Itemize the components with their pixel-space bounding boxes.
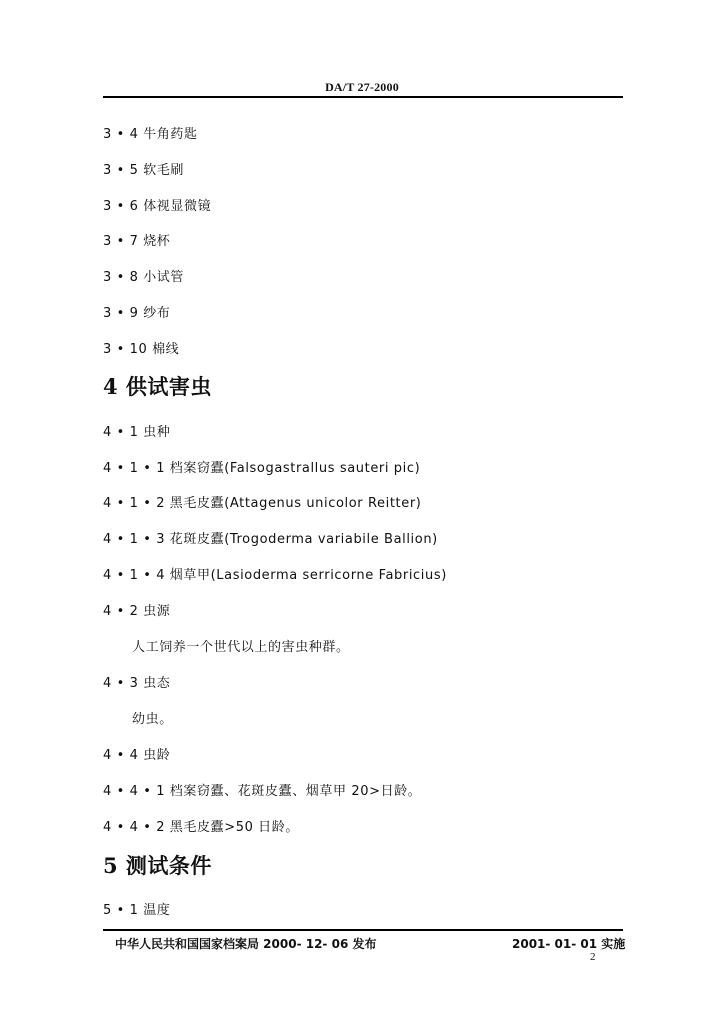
paragraph: 人工饲养一个世代以上的害虫种群。	[132, 640, 350, 655]
list-item: 3 • 6 体视显微镜	[103, 199, 212, 214]
footer-effective-date: 2001- 01- 01 实施	[512, 937, 626, 951]
list-item: 3 • 9 纱布	[103, 306, 171, 321]
header-rule	[103, 96, 623, 98]
list-item: 4 • 4 • 1 档案窃蠹、花斑皮蠹、烟草甲 20>日龄。	[103, 784, 422, 799]
list-item: 3 • 5 软毛刷	[103, 163, 185, 178]
page-header-code: DA/T 27-2000	[325, 80, 399, 94]
list-item: 3 • 8 小试管	[103, 270, 185, 285]
footer-publisher: 中华人民共和国国家档案局 2000- 12- 06 发布	[115, 937, 377, 951]
list-item: 4 • 4 • 2 黑毛皮蠹>50 日龄。	[103, 820, 299, 835]
list-item: 4 • 1 • 3 花斑皮蠹(Trogoderma variabile Ballion)	[103, 532, 438, 547]
list-item: 3 • 10 棉线	[103, 342, 180, 357]
list-item: 4 • 1 虫种	[103, 425, 171, 440]
page-number: 2	[590, 951, 596, 963]
section-heading-5: 5 测试条件	[103, 853, 212, 878]
list-item: 4 • 1 • 2 黑毛皮蠹(Attagenus unicolor Reitter)	[103, 496, 422, 511]
list-item: 4 • 4 虫龄	[103, 748, 171, 763]
list-item: 4 • 1 • 4 烟草甲(Lasioderma serricorne Fabricius)	[103, 568, 447, 583]
footer-rule	[103, 929, 623, 931]
list-item: 3 • 4 牛角药匙	[103, 127, 198, 142]
section-heading-4: 4 供试害虫	[103, 374, 212, 399]
list-item: 4 • 1 • 1 档案窃蠹(Falsogastrallus sauteri pic)	[103, 461, 421, 476]
paragraph: 幼虫。	[132, 712, 173, 727]
list-item: 4 • 3 虫态	[103, 676, 171, 691]
list-item: 4 • 2 虫源	[103, 604, 171, 619]
list-item: 5 • 1 温度	[103, 903, 171, 918]
list-item: 3 • 7 烧杯	[103, 234, 171, 249]
